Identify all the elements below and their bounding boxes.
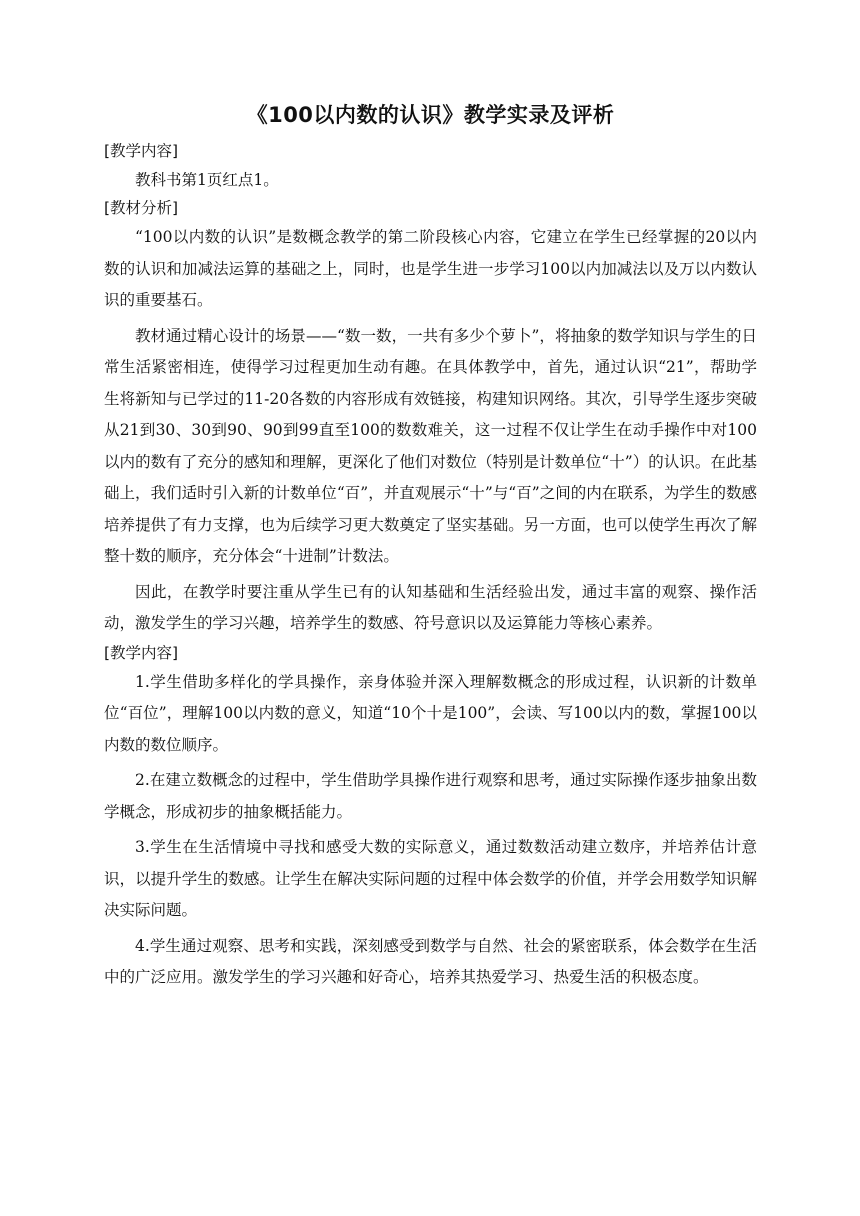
section-heading: [教学内容]: [104, 643, 179, 662]
paragraph: “100以内数的认识”是数概念教学的第二阶段核心内容，它建立在学生已经掌握的20以内数的认识和加减法运算的基础之上，同时，也是学生进一步学习100以内加减法以及万以内数认识的重要基石。: [104, 228, 757, 309]
document-page: [104, 100, 757, 994]
document-title: 《100以内数的认识》教学实录及评析: [246, 103, 615, 127]
section-teaching-objectives: [104, 640, 757, 994]
paragraph: 因此，在教学时要注重从学生已有的认知基础和生活经验出发，通过丰富的观察、操作活动，激发学生的学习兴趣，培养学生的数感、符号意识以及运算能力等核心素养。: [104, 582, 757, 632]
section-heading: [教材分析]: [104, 199, 179, 217]
section-heading: [教学内容]: [104, 142, 179, 160]
paragraph: 4.学生通过观察、思考和实践，深刻感受到数学与自然、社会的紧密联系，体会数学在生活中的广泛应用。激发学生的学习兴趣和好奇心，培养其热爱学习、热爱生活的积极态度。: [104, 936, 757, 986]
section-teaching-content: [104, 138, 757, 195]
paragraph: 教材通过精心设计的场景——“数一数，一共有多少个萝卜”，将抽象的数学知识与学生的日常生活紧密相连，使得学习过程更加生动有趣。在具体教学中，首先，通过认识“21”，帮助学生将新知与已学过的11-20各数的内容形成有效链接，构建知识网络。其次，引导学生逐步突破从21到30、30到90、90到99直至100的数数难关，这一过程不仅让学生在动手操作中对100以内的数有了充分的感知和理解，更深化了他们对数位（特别是计数单位“十”）的认识。在此基础上，我们适时引入新的计数单位“百”，并直观展示“十”与“百”之间的内在联系，为学生的数感培养提供了有力支撑，也为后续学习更大数奠定了坚实基础。另一方面，也可以使学生再次了解整十数的顺序，充分体会“十进制”计数法。: [104, 326, 757, 565]
paragraph: 3.学生在生活情境中寻找和感受大数的实际意义，通过数数活动建立数序，并培养估计意识，以提升学生的数感。让学生在解决实际问题的过程中体会数学的价值，并学会用数学知识解决实际问题。: [104, 838, 757, 919]
paragraph: 教科书第1页红点1。: [135, 171, 279, 189]
section-textbook-analysis: [104, 195, 757, 640]
paragraph: 1.学生借助多样化的学具操作，亲身体验并深入理解数概念的形成过程，认识新的计数单位“百位”，理解100以内数的意义，知道“10个十是100”，会读、写100以内的数，掌握100以内数的数位顺序。: [104, 672, 757, 754]
paragraph: 2.在建立数概念的过程中，学生借助学具操作进行观察和思考，通过实际操作逐步抽象出数学概念，形成初步的抽象概括能力。: [104, 771, 757, 821]
